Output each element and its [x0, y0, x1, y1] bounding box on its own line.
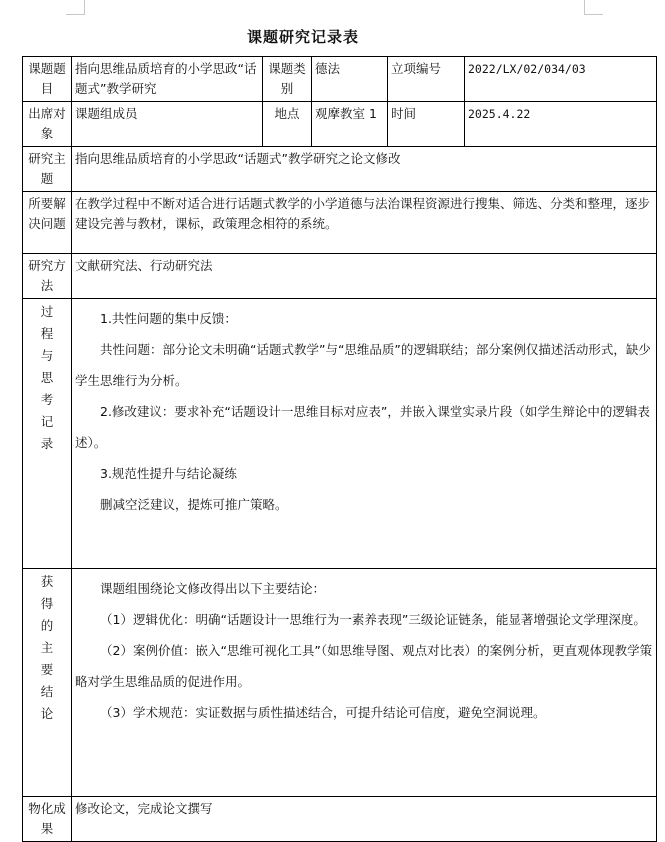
theme-value: 指向思维品质培育的小学思政“话题式”教学研究之论文修改: [72, 147, 657, 192]
time-label: 时间: [388, 102, 465, 147]
outcome-value: 修改论文，完成论文撰写: [72, 797, 657, 842]
row-conclusions: [23, 569, 657, 797]
row-method: [23, 254, 657, 299]
time-value: 2025.4.22: [465, 102, 657, 147]
process-paragraph: 3.规范性提升与结论凝练: [100, 466, 237, 481]
method-value: 文献研究法、行动研究法: [72, 254, 657, 299]
conclusion-paragraph: （3）学术规范：实证数据与质性描述结合，可提升结论可信度，避免空洞说理。: [100, 705, 546, 720]
process-label: 过程与思考记录: [23, 299, 72, 569]
page-corner-mark-right: [584, 0, 603, 15]
conclusion-paragraph: （1）逻辑优化：明确“话题设计一思维行为一素养表现”三级论证链条，能显著增强论文学理深度。: [100, 612, 646, 627]
topic-value: 指向思维品质培育的小学思政“话题式”教学研究: [72, 57, 263, 102]
row-outcome: [23, 797, 657, 842]
row-topic: [23, 57, 657, 102]
category-value: 德法: [312, 57, 388, 102]
location-value: 观摩教室 1: [312, 102, 388, 147]
process-paragraph: 共性问题：部分论文未明确“话题式教学”与“思维品质”的逻辑联结；部分案例仅描述活动形式，缺少学生思维行为分析。: [75, 342, 651, 388]
attendees-value: 课题组成员: [72, 102, 263, 147]
row-attendees: [23, 102, 657, 147]
conclusions-label: 获得的主要结论: [23, 569, 72, 797]
outcome-label: 物化成果: [23, 797, 72, 842]
conclusions-content: [72, 569, 657, 797]
process-content: [72, 299, 657, 569]
row-theme: [23, 147, 657, 192]
method-label: 研究方法: [23, 254, 72, 299]
process-paragraph: 2.修改建议：要求补充“话题设计一思维目标对应表”，并嵌入课堂实录片段（如学生辩论中的逻辑表述）。: [75, 404, 650, 450]
row-problem: [23, 192, 657, 254]
document-title: 课题研究记录表: [246, 28, 359, 46]
row-process: [23, 299, 657, 569]
record-table: [22, 56, 657, 842]
theme-label: 研究主题: [23, 147, 72, 192]
topic-label: 课题题目: [23, 57, 72, 102]
problem-value: 在教学过程中不断对适合进行话题式教学的小学道德与法治课程资源进行搜集、筛选、分类和整理，逐步建设完善与教材，课标，政策理念相符的系统。: [72, 192, 657, 254]
page-corner-mark-left: [66, 0, 85, 15]
category-label: 课题类别: [263, 57, 312, 102]
conclusion-paragraph: 课题组围绕论文修改得出以下主要结论：: [100, 581, 326, 596]
location-label: 地点: [263, 102, 312, 147]
conclusion-paragraph: （2）案例价值：嵌入“思维可视化工具”（如思维导图、观点对比表）的案例分析，更直观体现教学策略对学生思维品质的促进作用。: [75, 643, 653, 689]
problem-label: 所要解决问题: [23, 192, 72, 254]
attendees-label: 出席对象: [23, 102, 72, 147]
project-no-value: 2022/LX/02/034/03: [465, 57, 657, 102]
process-paragraph: 删减空泛建议，提炼可推广策略。: [100, 497, 288, 512]
project-no-label: 立项编号: [388, 57, 465, 102]
process-paragraph: 1.共性问题的集中反馈：: [100, 311, 237, 326]
